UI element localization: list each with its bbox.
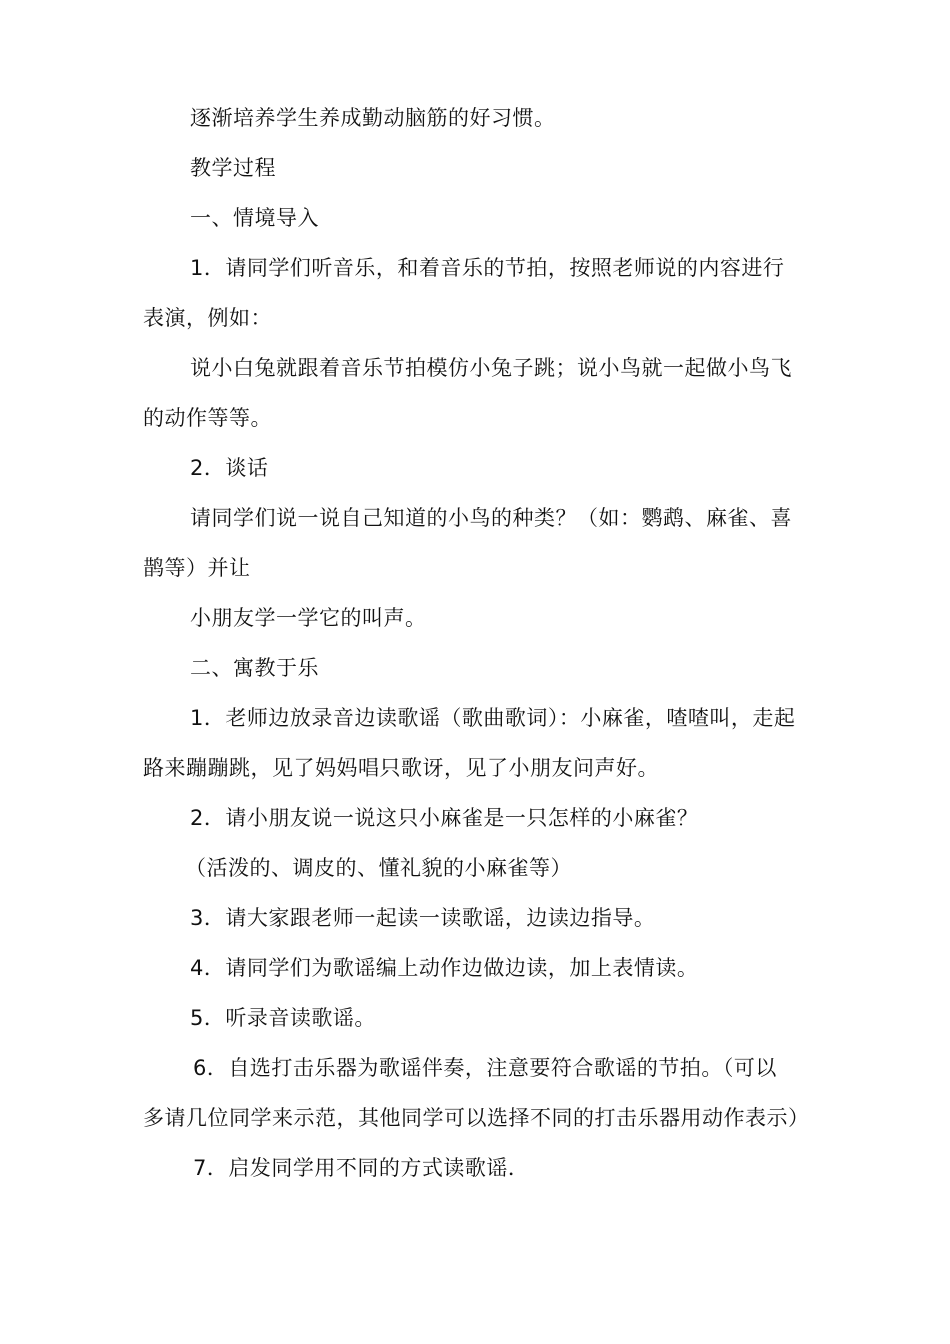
- paragraph-line: 1．请同学们听音乐，和着音乐的节拍，按照老师说的内容进行: [190, 256, 785, 280]
- paragraph-line: 说小白兔就跟着音乐节拍模仿小兔子跳；说小鸟就一起做小鸟飞: [190, 356, 792, 380]
- paragraph-line: 3．请大家跟老师一起读一读歌谣，边读边指导。: [190, 906, 656, 930]
- paragraph-line: 多请几位同学来示范，其他同学可以选择不同的打击乐器用动作表示）: [143, 1106, 810, 1130]
- section-heading: 二、寓教于乐: [190, 656, 319, 680]
- paragraph-line: 4．请同学们为歌谣编上动作边做边读，加上表情读。: [190, 956, 699, 980]
- paragraph-line: 小朋友学一学它的叫声。: [190, 606, 427, 630]
- paragraph-line: 鹊等）并让: [143, 556, 251, 580]
- section-heading: 2．谈话: [190, 456, 269, 480]
- paragraph-line: 路来蹦蹦跳，见了妈妈唱只歌讶，见了小朋友问声好。: [143, 756, 659, 780]
- paragraph-line: 表演，例如：: [143, 306, 272, 330]
- paragraph-line: 逐渐培养学生养成勤动脑筋的好习惯。: [190, 106, 556, 130]
- paragraph-line: 的动作等等。: [143, 406, 272, 430]
- section-heading: 教学过程: [190, 156, 276, 180]
- paragraph-line: 请同学们说一说自己知道的小鸟的种类？（如：鹦鹉、麻雀、喜: [190, 506, 792, 530]
- paragraph-line: 1．老师边放录音边读歌谣（歌曲歌词）：小麻雀，喳喳叫，走起: [190, 706, 796, 730]
- paragraph-line: 5．听录音读歌谣。: [190, 1006, 376, 1030]
- paragraph-line: 7．启发同学用不同的方式读歌谣．: [193, 1156, 530, 1180]
- section-heading: 一、情境导入: [190, 206, 319, 230]
- paragraph-line: 6．自选打击乐器为歌谣伴奏，注意要符合歌谣的节拍。（可以: [193, 1056, 777, 1080]
- paragraph-line: （活泼的、调皮的、懂礼貌的小麻雀等）: [185, 856, 572, 880]
- paragraph-line: 2．请小朋友说一说这只小麻雀是一只怎样的小麻雀？: [190, 806, 699, 830]
